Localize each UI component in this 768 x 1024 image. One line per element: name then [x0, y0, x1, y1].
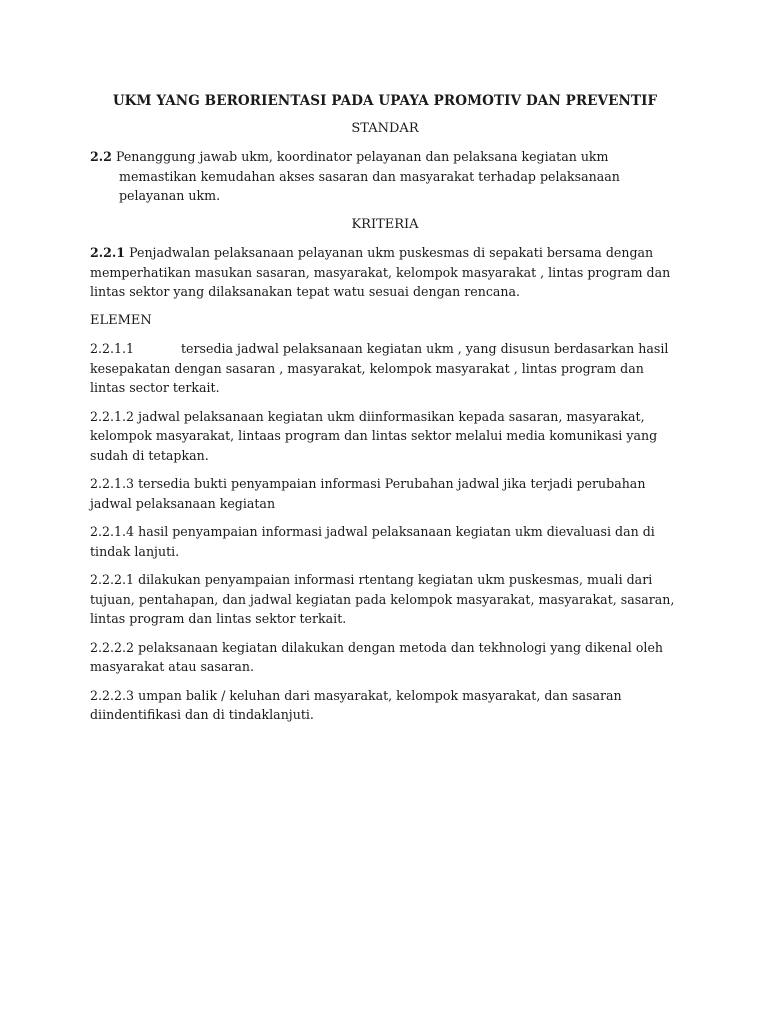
elemen-item — [90, 339, 680, 398]
elemen-text: tersedia bukti penyampaian informasi Perubahan jadwal jika terjadi perubahan jadwal pelaksanaan kegiatan — [90, 476, 646, 511]
elemen-number: 2.2.1.1 — [90, 341, 135, 356]
elemen-number: 2.2.2.2 — [90, 639, 135, 655]
elemen-heading: ELEMEN — [90, 312, 152, 328]
elemen-item — [90, 522, 680, 561]
elemen-number: 2.2.2.1 — [90, 572, 135, 587]
elemen-text: dilakukan penyampaian informasi rtentang kegiatan ukm puskesmas, muali dari tujuan, pentahapan, dan jadwal kegiatan pada kelompok masyarakat, masyarakat, sasaran, lintas program dan lintas sektor terkait. — [90, 572, 675, 626]
elemen-item — [90, 407, 680, 466]
elemen-item — [90, 686, 680, 725]
elemen-number: 2.2.1.2 — [90, 408, 135, 424]
elemen-text: hasil penyampaian informasi jadwal pelaksanaan kegiatan ukm dievaluasi dan di tindak lanjuti. — [90, 524, 655, 559]
elemen-item — [90, 638, 680, 677]
standar-paragraph — [90, 147, 680, 206]
standar-number: 2.2 — [90, 149, 112, 164]
elemen-number: 2.2.1.4 — [90, 524, 135, 539]
kriteria-number: 2.2.1 — [90, 245, 126, 260]
kriteria-paragraph — [90, 243, 680, 302]
kriteria-heading: KRITERIA — [351, 216, 419, 232]
document-body — [90, 92, 680, 734]
elemen-number: 2.2.2.3 — [90, 687, 135, 703]
elemen-text: jadwal pelaksanaan kegiatan ukm diinformasikan kepada sasaran, masyarakat, kelompok masyarakat, lintaas program dan lintas sektor melalui media komunikasi yang sudah di tetapkan. — [90, 408, 658, 463]
elemen-number: 2.2.1.3 — [90, 476, 135, 491]
standar-heading: STANDAR — [351, 120, 419, 136]
standar-text: Penanggung jawab ukm, koordinator pelayanan dan pelaksana kegiatan ukm memastikan kemudahan akses sasaran dan masyarakat terhadap pelaksanaan pelayanan ukm. — [115, 149, 620, 203]
elemen-text: pelaksanaan kegiatan dilakukan dengan metoda dan tekhnologi yang dikenal oleh masyarakat atau sasaran. — [90, 639, 664, 674]
elemen-item — [90, 570, 680, 629]
elemen-text: umpan balik / keluhan dari masyarakat, kelompok masyarakat, dan sasaran diindentifikasi dan di tindaklanjuti. — [90, 687, 622, 722]
elemen-text: tersedia jadwal pelaksanaan kegiatan ukm , yang disusun berdasarkan hasil kesepakatan dengan sasaran , masyarakat, kelompok masyarakat , lintas program dan lintas sector terkait. — [90, 341, 669, 395]
kriteria-text: Penjadwalan pelaksanaan pelayanan ukm puskesmas di sepakati bersama dengan memperhatikan masukan sasaran, masyarakat, kelompok masyarakat , lintas program dan lintas sektor yang dilaksanakan tepat watu sesuai dengan rencana. — [90, 245, 671, 299]
document-title: UKM YANG BERORIENTASI PADA UPAYA PROMOTIV DAN PREVENTIF — [112, 93, 658, 109]
elemen-item — [90, 474, 680, 513]
